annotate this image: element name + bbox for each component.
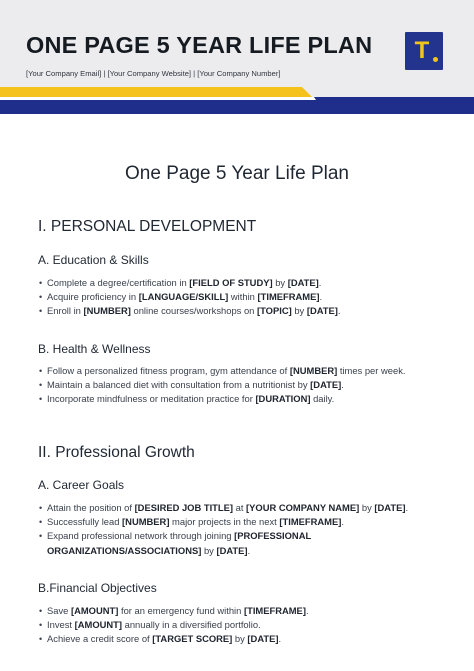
item-text: by	[232, 633, 248, 645]
section-heading-professional-growth: II. Professional Growth	[38, 444, 195, 461]
logo-letter: T	[414, 37, 430, 64]
item-text: Invest	[47, 619, 75, 631]
item-text: .	[319, 291, 323, 303]
placeholder-text: [AMOUNT]	[74, 619, 123, 631]
list-item	[38, 392, 418, 406]
placeholder-text: [DATE]	[216, 544, 248, 556]
item-text: Achieve a credit score of	[47, 633, 153, 645]
item-text: by	[291, 305, 307, 317]
item-text: Maintain a balanced diet with consultation from a nutritionist by	[47, 379, 311, 391]
list-item	[38, 618, 418, 632]
placeholder-text: [DATE]	[374, 502, 406, 513]
item-text: within	[228, 291, 258, 303]
document-header	[0, 0, 474, 97]
item-text: Acquire proficiency in	[47, 291, 139, 303]
list-item	[38, 378, 418, 392]
item-text: Attain the position of	[47, 502, 135, 513]
page-title: One Page 5 Year Life Plan	[125, 163, 349, 184]
financial-objectives-list	[38, 604, 418, 647]
placeholder-text: [NUMBER]	[122, 516, 170, 528]
placeholder-text: [DATE]	[247, 633, 279, 645]
list-item	[38, 304, 418, 318]
item-text: online courses/workshops on	[130, 305, 257, 317]
placeholder-text: [PROFESSIONAL ORGANIZATIONS/ASSOCIATIONS]	[47, 530, 312, 556]
item-text: Expand professional network through joining	[47, 530, 235, 542]
company-contact-line: [Your Company Email] | [Your Company Website] | [Your Company Number]	[26, 69, 281, 78]
placeholder-text: [TIMEFRAME]	[279, 516, 342, 528]
item-text: annually in a diversified portfolio.	[122, 619, 261, 631]
item-text: for an emergency fund within	[118, 605, 244, 616]
list-item	[38, 529, 418, 557]
placeholder-text: [TIMEFRAME]	[257, 291, 320, 303]
item-text: .	[278, 633, 282, 645]
subsection-heading-career-goals: A. Career Goals	[38, 478, 125, 492]
item-text: .	[247, 544, 251, 556]
placeholder-text: [FIELD OF STUDY]	[189, 277, 273, 288]
item-text: Successfully lead	[47, 516, 123, 528]
item-text: Follow a personalized fitness program, gym attendance of	[47, 365, 290, 376]
document-title: ONE PAGE 5 YEAR LIFE PLAN	[26, 32, 373, 58]
item-text: Save	[47, 605, 71, 616]
placeholder-text: [LANGUAGE/SKILL]	[138, 291, 229, 303]
item-text: Complete a degree/certification in	[47, 277, 190, 288]
placeholder-text: [TIMEFRAME]	[243, 605, 306, 616]
placeholder-text: [DESIRED JOB TITLE]	[134, 502, 234, 513]
placeholder-text: [NUMBER]	[289, 365, 338, 376]
placeholder-text: [TOPIC]	[256, 305, 292, 317]
list-item	[38, 632, 418, 646]
list-item	[38, 276, 418, 290]
placeholder-text: [TARGET SCORE]	[152, 633, 233, 645]
item-text: by	[359, 502, 375, 513]
career-goals-list	[38, 501, 418, 558]
list-item	[38, 364, 418, 378]
item-text: .	[337, 305, 341, 317]
placeholder-text: [YOUR COMPANY NAME]	[246, 502, 360, 513]
item-text: by	[201, 544, 217, 556]
placeholder-text: [NUMBER]	[83, 305, 131, 317]
item-text: at	[233, 502, 247, 513]
health-wellness-list	[38, 364, 418, 407]
item-text: .	[341, 379, 344, 391]
item-text: by	[272, 277, 288, 288]
item-text: .	[405, 502, 409, 513]
item-text: .	[305, 605, 309, 616]
item-text: Incorporate mindfulness or meditation practice for	[47, 393, 256, 405]
placeholder-text: [DURATION]	[255, 393, 311, 405]
item-text: Enroll in	[47, 305, 84, 317]
logo-dot	[433, 57, 438, 62]
list-item	[38, 501, 418, 515]
education-skills-list	[38, 276, 418, 319]
placeholder-text: [DATE]	[287, 277, 319, 288]
subsection-heading-education-skills: A. Education & Skills	[38, 253, 149, 267]
subsection-heading-health-wellness: B. Health & Wellness	[38, 342, 151, 356]
placeholder-text: [DATE]	[306, 305, 338, 317]
subsection-heading-financial-objectives: B.Financial Objectives	[38, 581, 157, 595]
item-text: .	[341, 516, 344, 528]
list-item	[38, 290, 418, 304]
company-logo	[405, 32, 443, 70]
item-text: times per week.	[337, 365, 406, 376]
list-item	[38, 515, 418, 529]
placeholder-text: [AMOUNT]	[70, 605, 119, 616]
placeholder-text: [DATE]	[310, 379, 342, 391]
list-item	[38, 604, 418, 618]
section-heading-personal-development: I. PERSONAL DEVELOPMENT	[38, 218, 257, 235]
item-text: .	[318, 277, 322, 288]
item-text: daily.	[310, 393, 335, 405]
item-text: major projects in the next	[169, 516, 280, 528]
